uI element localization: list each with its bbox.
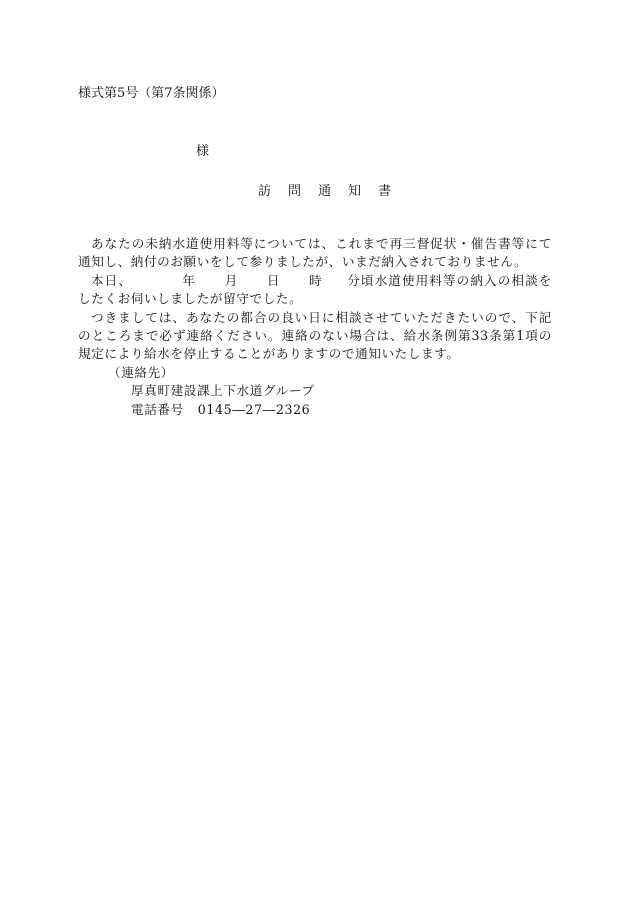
addressee-honorific: 様 [196,144,210,159]
addressee-line [78,140,238,158]
phone-number: 0145―27―2326 [197,401,311,417]
contact-department: 厚真町建設課上下水道グループ [131,383,315,399]
paragraph-visit [78,272,552,309]
visit-month-label: 月 [224,272,239,288]
visit-lead: 本日、 [91,272,133,288]
contact-heading: （連絡先） [108,365,174,380]
visit-rest: 分頃水道使用料等の納入の相談をしたくお伺いしましたが留守でした。 [78,272,552,307]
phone-label: 電話番号 [131,401,184,417]
notice-body [78,235,552,364]
form-number: 様式第5号（第7条関係） [78,86,225,101]
visit-day-label: 日 [266,272,281,288]
visit-year-label: 年 [182,272,197,288]
document-title: 訪問通知書 [258,184,409,199]
contact-block [78,364,315,419]
visit-hour-label: 時 [308,272,323,288]
contact-phone [131,401,315,419]
paragraph-unpaid-notice: あなたの未納水道使用料等については、これまで再三督促状・催告書等にて通知し、納付のお願いをして参りましたが、いまだ納入されておりません。 [78,236,552,270]
paragraph-contact-request: つきましては、あなたの都合の良い日に相談させていただきたいので、下記のところまで必ず連絡ください。連絡のない場合は、給水条例第33条第1項の規定により給水を停止することがありますので通知いたします。 [78,309,552,362]
